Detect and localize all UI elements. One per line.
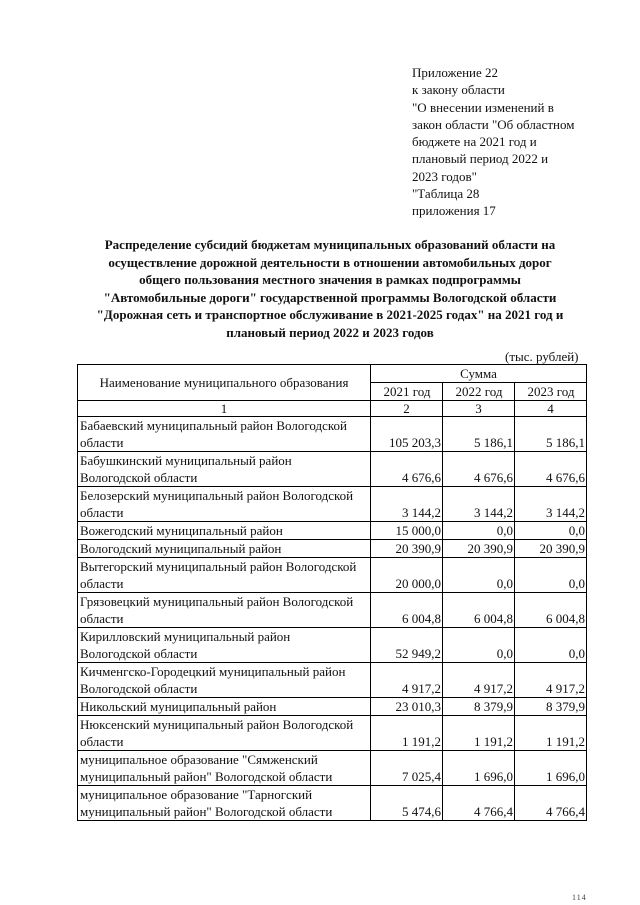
- municipality-name-cell: [78, 487, 371, 522]
- amount-2022-cell: 0,0: [443, 628, 515, 663]
- municipality-name-line: муниципальный район" Вологодской области: [80, 769, 333, 784]
- municipality-name-line: Белозерский муниципальный район Вологодской: [80, 488, 354, 503]
- subsidy-table: [77, 364, 587, 821]
- table-row: [78, 417, 587, 452]
- annex-line: 2023 годов": [412, 168, 477, 184]
- amount-2021-cell: 7 025,4: [371, 751, 443, 786]
- municipality-name-line: Вытегорский муниципальный район Вологодской: [80, 559, 357, 574]
- table-row: [78, 522, 587, 540]
- amount-2022-cell: 4 917,2: [443, 663, 515, 698]
- amount-2021-cell: 23 010,3: [371, 698, 443, 716]
- table-row: [78, 593, 587, 628]
- annex-line: "Таблица 28: [412, 186, 480, 202]
- index-cell: 3: [443, 401, 515, 417]
- title-line: осуществление дорожной деятельности в отношении автомобильных дорог: [108, 254, 552, 270]
- amount-2023-cell: 0,0: [515, 522, 587, 540]
- header-sum-cell: Сумма: [371, 365, 587, 383]
- municipality-name-line: Грязовецкий муниципальный район Вологодской: [80, 594, 354, 609]
- municipality-name-line: области: [80, 576, 124, 591]
- amount-2023-cell: 4 917,2: [515, 663, 587, 698]
- amount-2021-cell: 4 676,6: [371, 452, 443, 487]
- municipality-name-cell: [78, 751, 371, 786]
- amount-2022-cell: 1 191,2: [443, 716, 515, 751]
- municipality-name-line: Вологодской области: [80, 646, 198, 661]
- amount-2023-cell: 8 379,9: [515, 698, 587, 716]
- title-line: "Автомобильные дороги" государственной программы Вологодской области: [103, 289, 557, 305]
- table-row: [78, 751, 587, 786]
- amount-2023-cell: 1 191,2: [515, 716, 587, 751]
- title-line: Распределение субсидий бюджетам муниципальных образований области на: [104, 237, 556, 252]
- table-row: [78, 663, 587, 698]
- amount-2022-cell: 4 676,6: [443, 452, 515, 487]
- municipality-name-line: области: [80, 435, 124, 450]
- amount-2021-cell: 20 000,0: [371, 558, 443, 593]
- amount-2023-cell: 20 390,9: [515, 540, 587, 558]
- annex-line: бюджете на 2021 год и: [412, 134, 537, 150]
- table-row: [78, 628, 587, 663]
- annex-line: Приложение 22: [412, 65, 499, 80]
- municipality-name-line: муниципальное образование "Тарногский: [80, 787, 313, 802]
- municipality-name-cell: [78, 716, 371, 751]
- amount-2022-cell: 20 390,9: [443, 540, 515, 558]
- amount-2022-cell: 5 186,1: [443, 417, 515, 452]
- annex-heading: [412, 64, 612, 220]
- municipality-name-line: Бабушкинский муниципальный район: [80, 453, 292, 468]
- title-line: общего пользования местного значения в рамках подпрограммы: [139, 272, 521, 288]
- amount-2023-cell: 5 186,1: [515, 417, 587, 452]
- header-name-cell: Наименование муниципального образования: [78, 365, 371, 401]
- amount-2021-cell: 5 474,6: [371, 786, 443, 821]
- municipality-name-line: Кичменгско-Городецкий муниципальный район: [80, 664, 346, 679]
- amount-2023-cell: 3 144,2: [515, 487, 587, 522]
- year-2022-cell: 2022 год: [443, 383, 515, 401]
- municipality-name-line: области: [80, 505, 124, 520]
- index-row: [78, 401, 587, 417]
- annex-line: плановый период 2022 и: [412, 151, 549, 167]
- municipality-name-line: муниципальное образование "Сямженский: [80, 752, 318, 767]
- amount-2022-cell: 6 004,8: [443, 593, 515, 628]
- municipality-name-line: Вожегодский муниципальный район: [80, 523, 283, 538]
- amount-2023-cell: 0,0: [515, 628, 587, 663]
- amount-2023-cell: 4 676,6: [515, 452, 587, 487]
- header-row: [78, 365, 587, 383]
- amount-2022-cell: 3 144,2: [443, 487, 515, 522]
- title-line: плановый период 2022 и 2023 годов: [226, 324, 434, 340]
- year-2023-cell: 2023 год: [515, 383, 587, 401]
- amount-2022-cell: 0,0: [443, 558, 515, 593]
- municipality-name-cell: [78, 417, 371, 452]
- municipality-name-line: Кирилловский муниципальный район: [80, 629, 291, 644]
- page-number: 114: [572, 893, 587, 902]
- index-cell: 2: [371, 401, 443, 417]
- index-cell: 1: [78, 401, 371, 417]
- municipality-name-line: области: [80, 734, 124, 749]
- year-2021-cell: 2021 год: [371, 383, 443, 401]
- table-row: [78, 487, 587, 522]
- annex-line: к закону области: [412, 82, 505, 98]
- amount-2023-cell: 4 766,4: [515, 786, 587, 821]
- municipality-name-cell: [78, 522, 371, 540]
- annex-line: приложения 17: [412, 203, 496, 219]
- municipality-name-line: области: [80, 611, 124, 626]
- amount-2021-cell: 20 390,9: [371, 540, 443, 558]
- amount-2021-cell: 105 203,3: [371, 417, 443, 452]
- municipality-name-cell: [78, 540, 371, 558]
- municipality-name-cell: [78, 698, 371, 716]
- table-row: [78, 698, 587, 716]
- municipality-name-line: Вологодской области: [80, 470, 198, 485]
- municipality-name-line: муниципальный район" Вологодской области: [80, 804, 333, 819]
- amount-2021-cell: 4 917,2: [371, 663, 443, 698]
- municipality-name-cell: [78, 786, 371, 821]
- amount-2021-cell: 1 191,2: [371, 716, 443, 751]
- table-row: [78, 786, 587, 821]
- table-row: [78, 452, 587, 487]
- amount-2021-cell: 52 949,2: [371, 628, 443, 663]
- amount-2022-cell: 4 766,4: [443, 786, 515, 821]
- document-title: [70, 236, 590, 342]
- amount-2022-cell: 8 379,9: [443, 698, 515, 716]
- amount-2021-cell: 3 144,2: [371, 487, 443, 522]
- municipality-name-cell: [78, 628, 371, 663]
- municipality-name-cell: [78, 452, 371, 487]
- municipality-name-line: Никольский муниципальный район: [80, 699, 277, 714]
- table-row: [78, 540, 587, 558]
- index-cell: 4: [515, 401, 587, 417]
- annex-line: закон области "Об областном: [412, 116, 575, 132]
- municipality-name-cell: [78, 558, 371, 593]
- municipality-name-cell: [78, 663, 371, 698]
- table-row: [78, 558, 587, 593]
- title-line: "Дорожная сеть и транспортное обслуживание в 2021-2025 годах" на 2021 год и: [96, 307, 564, 323]
- municipality-name-line: Вологодской области: [80, 681, 198, 696]
- units-label: (тыс. рублей): [505, 349, 579, 364]
- table-row: [78, 716, 587, 751]
- amount-2023-cell: 0,0: [515, 558, 587, 593]
- municipality-name-line: Нюксенский муниципальный район Вологодской: [80, 717, 354, 732]
- municipality-name-line: Бабаевский муниципальный район Вологодской: [80, 418, 347, 433]
- municipality-name-cell: [78, 593, 371, 628]
- municipality-name-line: Вологодский муниципальный район: [80, 541, 282, 556]
- amount-2022-cell: 1 696,0: [443, 751, 515, 786]
- amount-2021-cell: 15 000,0: [371, 522, 443, 540]
- amount-2023-cell: 6 004,8: [515, 593, 587, 628]
- amount-2021-cell: 6 004,8: [371, 593, 443, 628]
- annex-line: "О внесении изменений в: [412, 99, 554, 115]
- amount-2022-cell: 0,0: [443, 522, 515, 540]
- amount-2023-cell: 1 696,0: [515, 751, 587, 786]
